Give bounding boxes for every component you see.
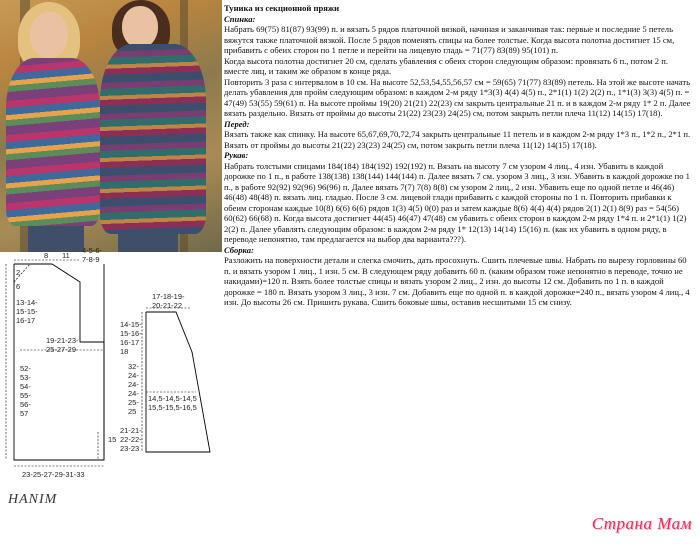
neck-width-label: 8 — [44, 251, 49, 260]
body-outline — [14, 264, 104, 460]
section-text: Повторить 3 раза с интервалом в 10 см. На высоте 52,53,54,55,56,57 см = 59(65) 71(77) 83(89) петель. На этой же высоте начать делать убавления для пройм следующим образом: в каждом 2-м ряду 1*3(3) 4(4) 4(5) п., 2*1(1) 1(2) 2(2) п., 1*1(3) 3(3) 4(5) п. = 47(49) 53(55) 59(61) п. На высоте проймы 19(20) 21(21) 22(23) см закрыть центральные 21 п. и в каждом 2-м ряду 1* 2 п. Далее вязать раздельно. Вязать от проймы до высоты 21(22) 23(23) 24(25) см, потом закрыть петли плеча 11(12) 14(15) 17(18). — [224, 76, 691, 118]
section-text: Набрать 69(75) 81(87) 93(99) п. и вязать 5 рядов платочной вязкой, начиная и заканчивая так: первые и последние 5 петель вяжутся также платочной вязкой. После 5 рядов поменять спицы на более толстые. Когда высота полотна достигнет 15 см, прибавить с обеих сторон по 1 петле и перейти на лицевую гладь = 71(77) 83(89) 95(101) п. — [224, 24, 675, 55]
sleeve-mid-label: 14,5-14,5-14,5 15,5-15,5-16,5 — [148, 394, 197, 412]
pattern-instructions — [224, 3, 694, 473]
designer-signature: HANIM — [8, 492, 58, 507]
brand-watermark: Страна Мам — [591, 514, 692, 533]
sleeve-cuff-label: 21-21- 22-22- 23-23 — [120, 426, 142, 453]
section-heading-assembly: Сборка: — [224, 244, 254, 255]
sleeve-outline — [146, 312, 210, 452]
section-text: Разложить на поверхности детали и слегка смочить, дать просохнуть. Сшить плечевые швы. Набрать по вырезу горловины 60 п. и вязать узором 1 лиц., 1 изн. 5 см. В следующем ряду добавить 60 п. (каким образом тоже непонятно в переводе, точно не накидами)=120 п. Взять более толстые спицы и вязать узором 2 лиц., 2 изн. до высоты 12 см. Добавить по 1 п. в каждой дорожке = 180 п. Вязать узором 3 лиц., 3 изн. 7 см. Добавить еще по одной п. в каждой дорожке=240 п., вязать узором 4 лиц., 4 изн. До высоты 26 см. Пришить рукава. Сшить боковые швы, оставив несшитыми 15 см снизу. — [224, 255, 690, 307]
section-heading-back: Спинка: — [224, 13, 256, 24]
knitwear-photo — [0, 0, 222, 252]
neck-top-label: 4-5-6- 7-8-9 — [82, 246, 103, 264]
slit-label: 15 — [108, 435, 117, 444]
sleeve-cap-label: 14-15- 15-16- 16-17 18 — [120, 320, 142, 356]
neck-depth-label-2: 6 — [16, 282, 21, 291]
armhole-width-label: 19-21-23- 25-27-29 — [46, 336, 79, 354]
hem-width-label: 23-25-27-29-31-33 — [22, 470, 85, 479]
section-text: Вязать также как спинку. На высоте 65,67,69,70,72,74 закрыть центральные 11 петель и в каждом 2-м ряду 1*3 п., 1*2 п., 2*1 п. Вязать от проймы до высоты 21(22) 23(23) 24(25) см, потом закрыть петли плеча 11(12) 14(15) 17(18). — [224, 129, 691, 150]
section-text: Набрать толстыми спицами 184(184) 184(192) 192(192) п. Вязать на высоту 7 см узором 4 лиц., 4 изн. Убавить в каждой дорожке по 1 п., в работе 138(138) 138(144) 144(144) п. Далее вязать 7 см. узором 3 лиц., 3 изн. Убавить в каждой дорожке по 1 п., в работе 92(92) 92(96) 96(96) п. Далее вязать 7(7) 7(8) 8(8) см узором 2 лиц., 2 изн. Убавить еще по одной петле и 46(46) 46(48) 48(48) п. вязать лиц. гладью. После 3 см. лицевой глади прибавить с каждой стороны по 1 п. Повторить прибавки к обеим сторонам каждые 10(8) 6(6) 6(6) рядов 1(3) 4(5) 0(0) раз и затем каждые 8(6) 4(4) 4(4) рядов 2(1) 2(1) 8(9) раз = 54(56) 60(62) 66(68) п. Когда высота достигнет 44(45) 46(47) 47(48) см убавить с обеих сторон в каждом 2-м ряду 1*4 п. и 2*1(1) 1(2) 2(2) п. Далее убавлять следующим образом: в каждом 2-м ряду 1* 12(13) 14(14) 15(16) п. (как их убавить в одном ряду, в переводе непонятно, там предлагается на выбор два варианта???). — [224, 160, 690, 244]
sleeve-length-label: 32- 24- 24- 24- 25- 25 — [128, 362, 139, 416]
schematic-diagrams — [0, 246, 222, 544]
section-text: Когда высота полотна достигнет 20 см, сделать убавления с обеих сторон следующим образом: провязать 6 п., потом 2 п. вместе лиц, и таким же образом в конце ряда. — [224, 55, 668, 76]
length-label: 52- 53- 54- 55- 56- 57 — [20, 364, 31, 418]
shoulder-width-label: 11 — [62, 251, 70, 260]
pattern-title: Туника из секционной пряжи — [224, 3, 340, 13]
armhole-height-label: 13-14- 15-15- 16-17 — [16, 298, 38, 325]
neck-depth-label-1: 2 — [16, 268, 21, 277]
section-heading-front: Перед: — [224, 118, 250, 129]
sleeve-top-label: 17-18-19- 20-21-22 — [152, 292, 185, 310]
section-heading-sleeve: Рукав: — [224, 150, 249, 160]
